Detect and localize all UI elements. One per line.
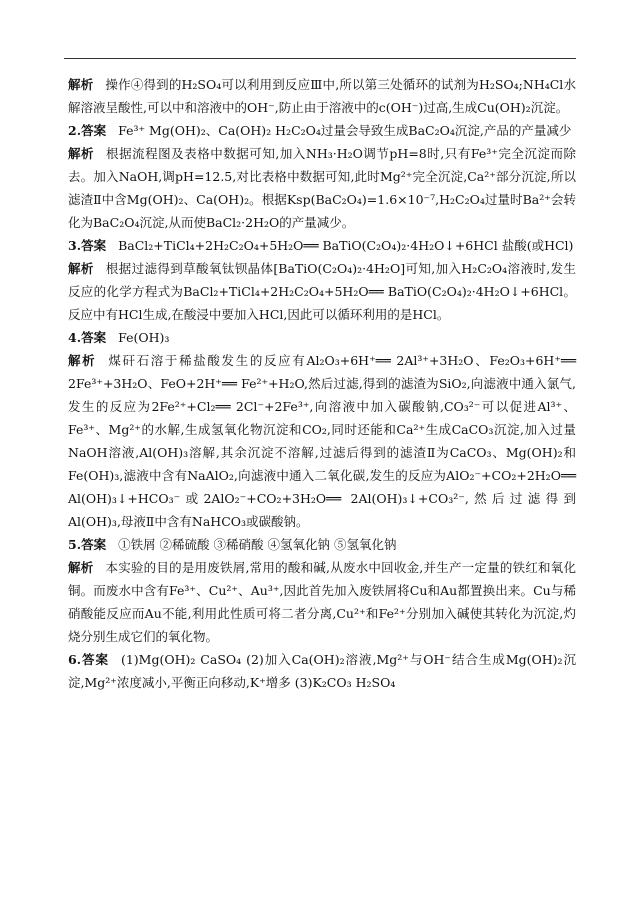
header-rule xyxy=(64,58,576,59)
answer-4 xyxy=(68,326,576,349)
answer-number: 6.答案 xyxy=(68,652,109,667)
explanation-text: 本实验的目的是用废铁屑,常用的酸和碱,从废水中回收金,并生产一定量的铁红和氧化铜。而废水中含有Fe³⁺、Cu²⁺、Au³⁺,因此首先加入废铁屑将Cu和Au都置换出来。Cu与稀硝酸能反应而Au不能,利用此性质可将二者分离,Cu²⁺和Fe²⁺分别加入碱使其转化为沉淀,灼烧分别生成它们的氧化物。 xyxy=(68,560,576,644)
answer-3 xyxy=(68,234,576,257)
explanation-label: 解析 xyxy=(68,261,94,276)
answer-number: 4.答案 xyxy=(68,330,107,345)
answer-5 xyxy=(68,533,576,556)
explanation-3 xyxy=(68,257,576,326)
explanation-label: 解析 xyxy=(68,353,97,368)
answer-6 xyxy=(68,648,576,694)
explanation-5 xyxy=(68,556,576,648)
explanation-label: 解析 xyxy=(68,77,94,92)
explanation-4 xyxy=(68,349,576,533)
explanation-text: 根据过滤得到草酸氧钛钡晶体[BaTiO(C₂O₄)₂·4H₂O]可知,加入H₂C₂O₄溶液时,发生反应的化学方程式为BaCl₂+TiCl₄+2H₂C₂O₄+5H₂O══ BaTiO(C₂O₄)₂·4H₂O↓+6HCl。反应中有HCl生成,在酸浸中要加入HCl,因此可以循环利用的是HCl。 xyxy=(68,261,576,322)
answer-text: ①铁屑 ②稀硫酸 ③稀硝酸 ④氢氧化钠 ⑤氢氧化钠 xyxy=(118,537,397,552)
answer-number: 2.答案 xyxy=(68,123,107,138)
answer-2 xyxy=(68,119,576,142)
explanation-2 xyxy=(68,142,576,234)
answer-content xyxy=(68,73,576,694)
answer-number: 5.答案 xyxy=(68,537,107,552)
explanation-label: 解析 xyxy=(68,146,95,161)
answer-text: (1)Mg(OH)₂ CaSO₄ (2)加入Ca(OH)₂溶液,Mg²⁺与OH⁻结合生成Mg(OH)₂沉淀,Mg²⁺浓度减小,平衡正向移动,K⁺增多 (3)K₂CO₃ H₂SO₄ xyxy=(68,652,576,690)
answer-text: BaCl₂+TiCl₄+2H₂C₂O₄+5H₂O══ BaTiO(C₂O₄)₂·4H₂O↓+6HCl 盐酸(或HCl) xyxy=(118,238,574,253)
explanation-text: 根据流程图及表格中数据可知,加入NH₃·H₂O调节pH=8时,只有Fe³⁺完全沉淀而除去。加入NaOH,调pH=12.5,对比表格中数据可知,此时Mg²⁺完全沉淀,Ca²⁺部分沉淀,所以滤渣Ⅱ中含Mg(OH)₂、Ca(OH)₂。根据Ksp(BaC₂O₄)=1.6×10⁻⁷,H₂C₂O₄过量时Ba²⁺会转化为BaC₂O₄沉淀,从而使BaCl₂·2H₂O的产量减少。 xyxy=(68,146,576,230)
explanation-text: 操作④得到的H₂SO₄可以利用到反应Ⅲ中,所以第三处循环的试剂为H₂SO₄;NH₄Cl水解溶液呈酸性,可以中和溶液中的OH⁻,防止由于溶液中的c(OH⁻)过高,生成Cu(OH)₂沉淀。 xyxy=(68,77,576,115)
answer-text: Fe(OH)₃ xyxy=(118,330,170,345)
explanation-text: 煤矸石溶于稀盐酸发生的反应有Al₂O₃+6H⁺══ 2Al³⁺+3H₂O、Fe₂O₃+6H⁺══ 2Fe³⁺+3H₂O、FeO+2H⁺══ Fe²⁺+H₂O,然后过滤,得到的滤渣为SiO₂,向滤液中通入氯气,发生的反应为2Fe²⁺+Cl₂══ 2Cl⁻+2Fe³⁺,向溶液中加入碳酸钠,CO₃²⁻可以促进Al³⁺、Fe³⁺、Mg²⁺的水解,生成氢氧化物沉淀和CO₂,同时还能和Ca²⁺生成CaCO₃沉淀,加入过量NaOH溶液,Al(OH)₃溶解,其余沉淀不溶解,过滤后得到的滤渣Ⅱ为CaCO₃、Mg(OH)₂和Fe(OH)₃,滤液中含有NaAlO₂,向滤液中通入二氧化碳,发生的反应为AlO₂⁻+CO₂+2H₂O══ Al(OH)₃↓+HCO₃⁻或2AlO₂⁻+CO₂+3H₂O══ 2Al(OH)₃↓+CO₃²⁻,然后过滤得到Al(OH)₃,母液Ⅱ中含有NaHCO₃或碳酸钠。 xyxy=(68,353,576,529)
explanation-label: 解析 xyxy=(68,560,94,575)
answer-number: 3.答案 xyxy=(68,238,107,253)
explanation-1 xyxy=(68,73,576,119)
answer-text: Fe³⁺ Mg(OH)₂、Ca(OH)₂ H₂C₂O₄过量会导致生成BaC₂O₄沉淀,产品的产量减少 xyxy=(118,123,572,138)
